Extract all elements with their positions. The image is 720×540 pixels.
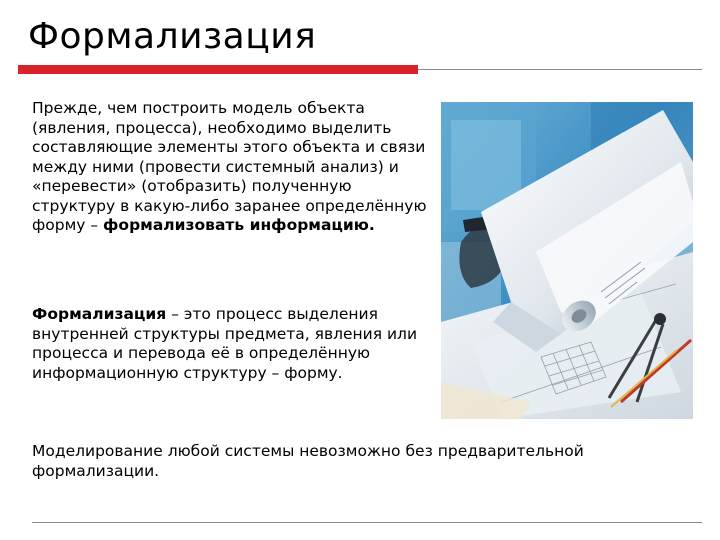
conclusion-paragraph <box>32 442 692 481</box>
title-accent-bar <box>18 65 418 74</box>
blueprints-illustration-icon <box>441 102 693 419</box>
blueprints-photo <box>441 102 693 419</box>
definition-text: – это процесс выделения внутренней структуры предмета, явления или процесса и перевода её в определённую информационную структуру – форму. <box>32 305 418 382</box>
intro-text: Прежде, чем построить модель объекта (явления, процесса), необходимо выделить составляющие элементы этого объекта и связи между ними (провести системный анализ) и «перевести» (отобразить) полученную структуру в какую-либо заранее определённую форму – <box>32 99 427 234</box>
title-divider <box>418 69 702 70</box>
intro-bold-text: формализовать информацию. <box>103 216 375 234</box>
slide-title: Формализация <box>28 16 317 57</box>
definition-term: Формализация <box>32 305 167 323</box>
definition-paragraph <box>32 305 437 383</box>
intro-paragraph <box>32 99 437 236</box>
conclusion-text: Моделирование любой системы невозможно без предварительной формализации. <box>32 442 584 480</box>
footer-divider <box>32 522 702 523</box>
